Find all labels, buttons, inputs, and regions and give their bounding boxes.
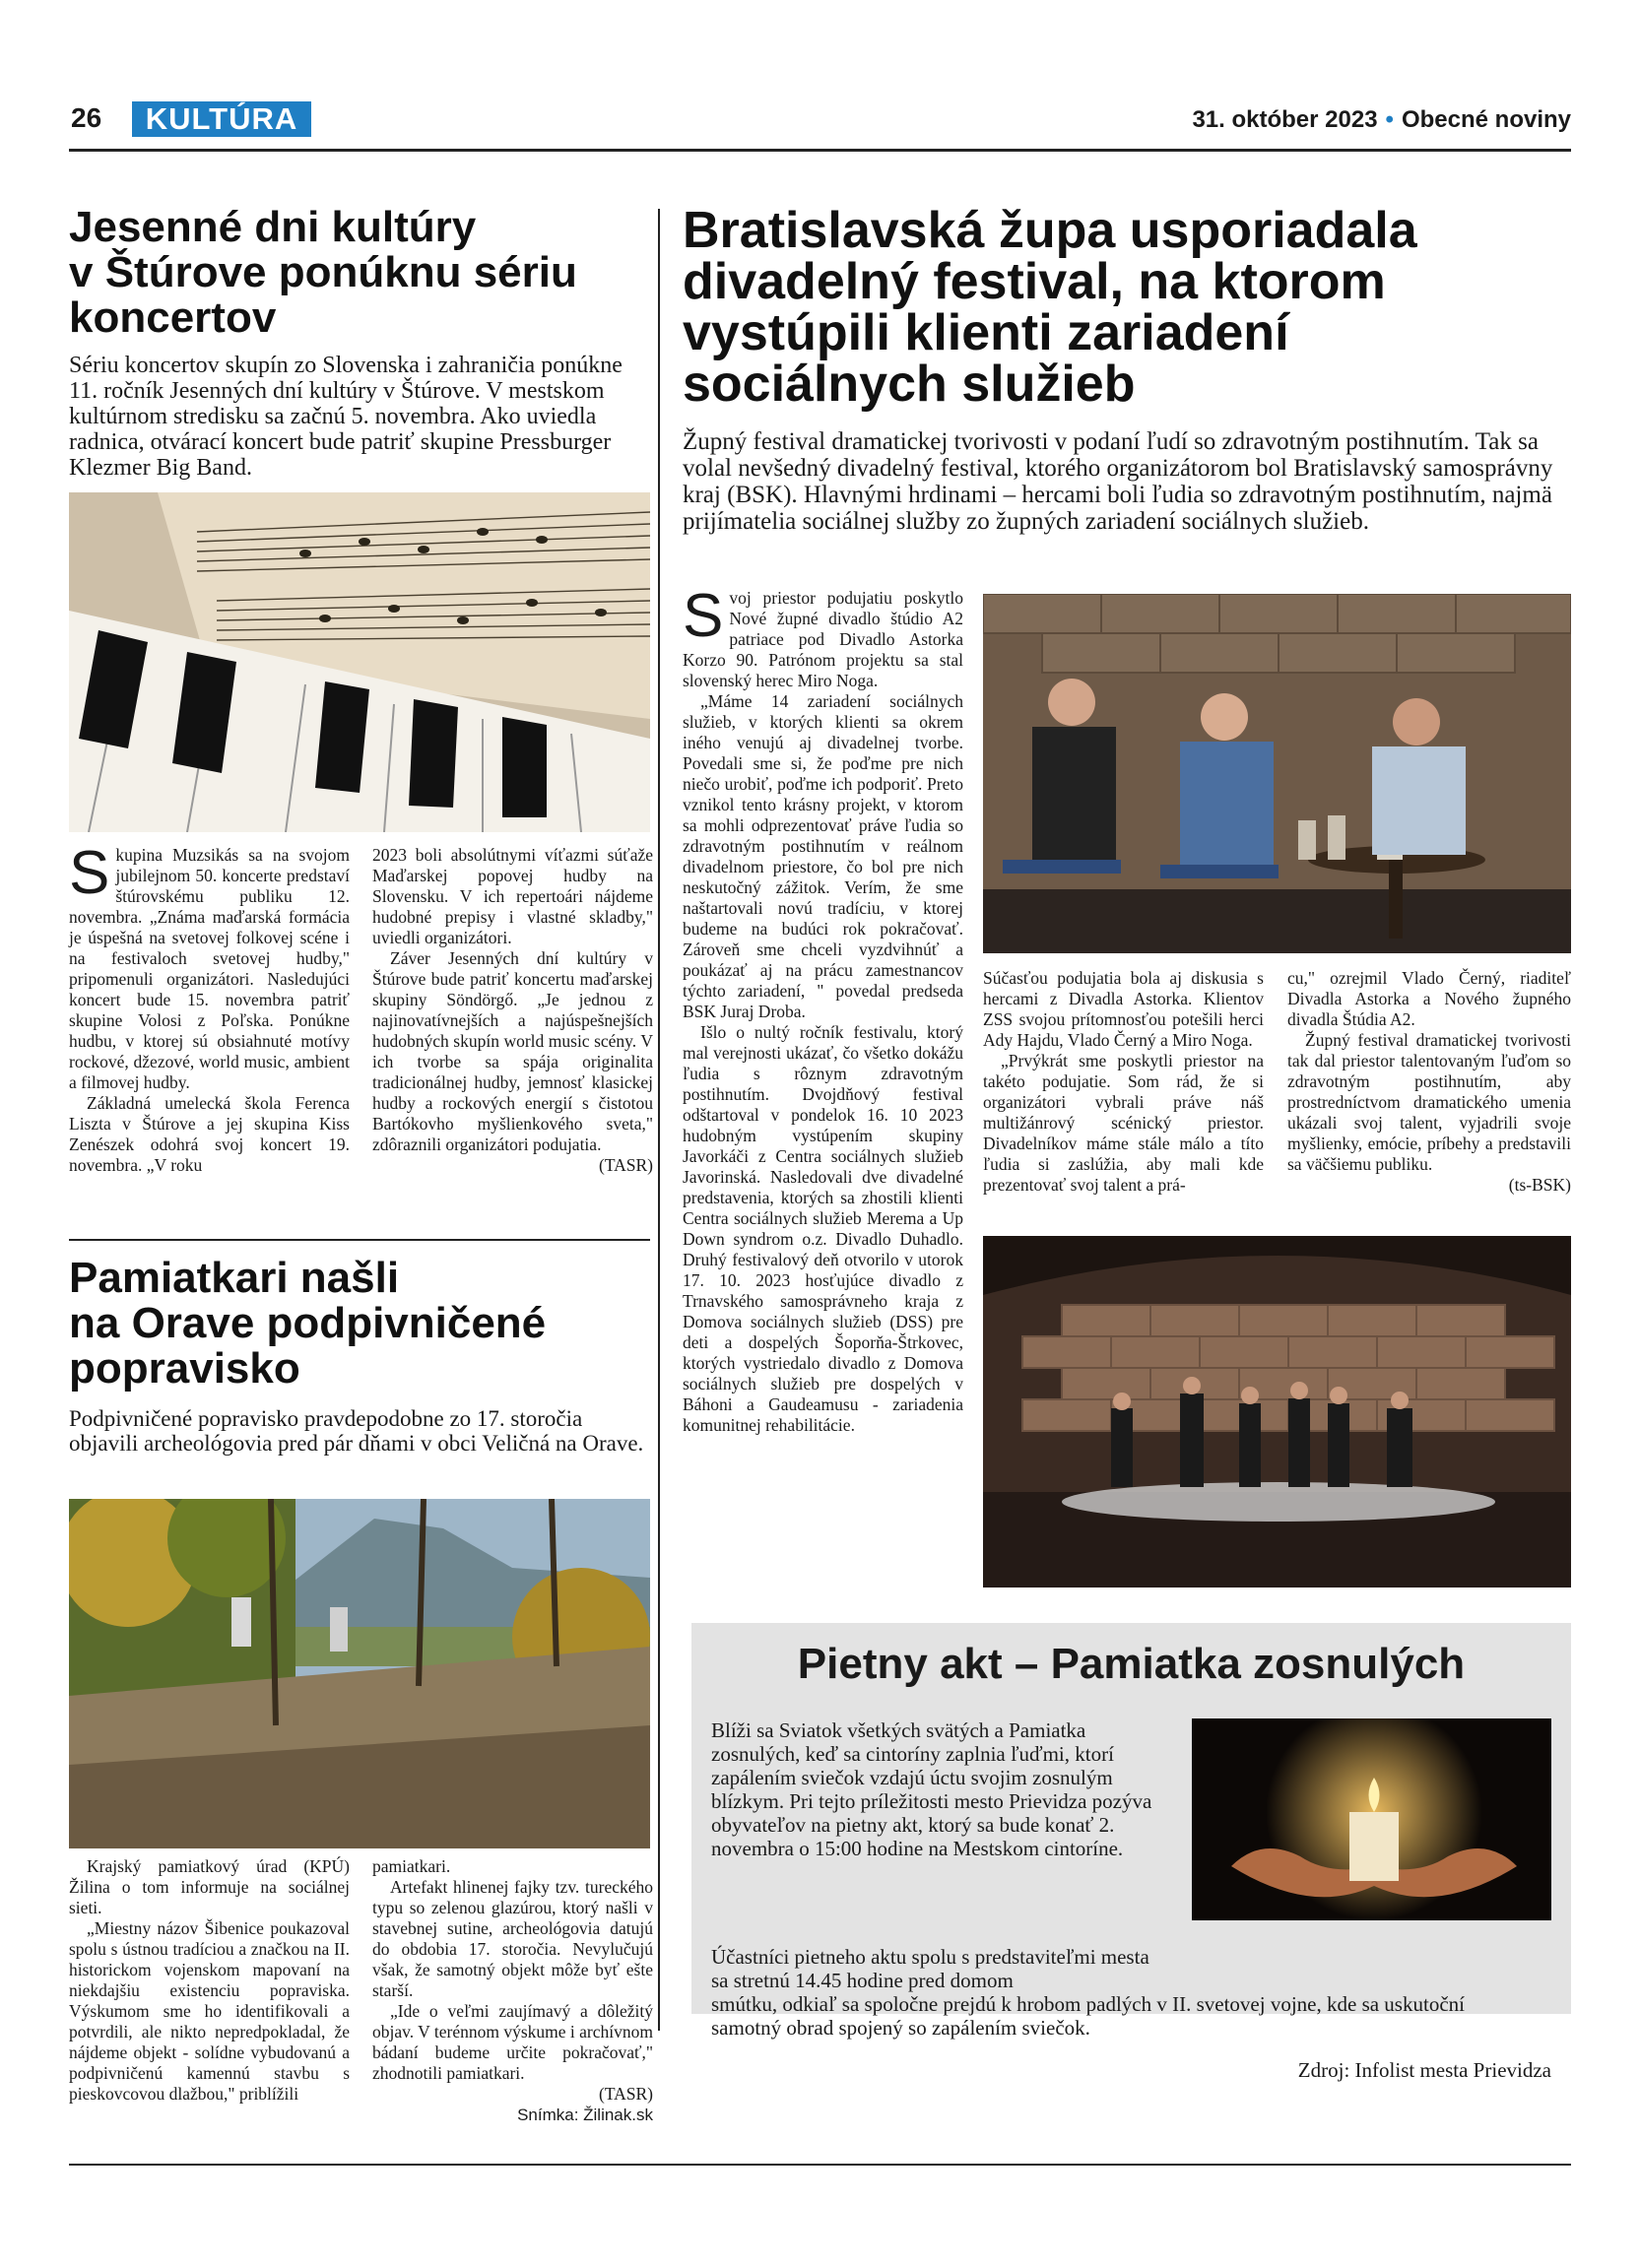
article2-column-2	[372, 1856, 653, 2125]
title-line: v Štúrove ponúknu sériu	[69, 248, 577, 296]
dropcap: S	[683, 582, 724, 650]
article1-title	[69, 205, 650, 341]
article3-source: (ts-BSK)	[1508, 1175, 1571, 1195]
article2-column-1	[69, 1856, 350, 2105]
article2-source: (TASR)	[599, 2084, 653, 2104]
title-line: koncertov	[69, 293, 277, 342]
box-paragraph-1: Blíži sa Sviatok všetkých svätých a Pamiatka zosnulých, keď sa cintoríny zaplnia ľuďmi, ktorí zapálením sviečok vzdajú úctu svojim zosnulým blízkym. Pri tejto príležitosti mesto Prievidza pozýva obyvateľov na pietny akt, ktorý sa bude konať 2. novembra o 15:00 hodine na Mestskom cintoríne.	[711, 1718, 1152, 1860]
paragraph: cu," ozrejmil Vlado Černý, riaditeľ Divadla Astorka a Nového župného divadla Štúdia A2.	[1287, 968, 1571, 1029]
stage-performance-image	[983, 1236, 1571, 1588]
paragraph: Záver Jesenných dní kultúry v Štúrove bude patriť koncertu maďarskej skupiny Söndörgő. „Je jednou z najinovatívnejších a najúspešnejších hudobných skupín world music scény. V ich tvorbe sa spája originalita tradicionálnej hudby, jemnosť klasickej hudby a rockových energií s čistotou Bartókovho myšlienkového sveta," zdôraznili organizátori podujatia.	[372, 948, 653, 1154]
separator: •	[1385, 106, 1394, 133]
paragraph: „Máme 14 zariadení sociálnych služieb, v ktorých klienti sa okrem iného venujú aj divadelnej tvorbe. Povedali sme si, že poďme pre nich niečo urobiť, poďme ich podporiť. Preto vznikol tento krásny projekt, v ktorom sa mohli odprezentovať práve ľudia so zdravotným postihnutím v reálnom divadelnom priestore, čo bol pre nich neskutočný zážitok. Verím, že sme naštartovali novú tradíciu, v ktorej budeme na budúci rok pokračovať. Zároveň sme chceli vyzdvihnúť a poukázať aj na prácu zamestnancov týchto zariadení, " povedal predseda BSK Juraj Droba.	[683, 691, 963, 1021]
title-line: Pamiatkari našli	[69, 1254, 400, 1302]
dropcap: S	[69, 839, 110, 907]
article1-lead: Sériu koncertov skupín zo Slovenska i zahraničia ponúkne 11. ročník Jesenných dní kultúry v Štúrove. V mestskom kultúrnom stredisku sa začnú 5. novembra. Ako uviedla radnica, otvárací koncert bude patriť skupine Pressburger Klezmer Big Band.	[69, 353, 623, 481]
paragraph: Súčasťou podujatia bola aj diskusia s hercami z Divadla Astorka. Klientov ZSS svojou prítomnosťou potešili herci Ady Hajdu, Vlado Černý a Miro Noga.	[983, 968, 1264, 1050]
footer-rule	[69, 2164, 1571, 2166]
title-line: sociálnych služieb	[683, 356, 1136, 413]
paragraph: voj priestor podujatiu poskytlo Nové župné divadlo štúdio A2 patriace pod Divadlo Astorka Korzo 90. Patrónom projektu sa stal slovenský herec Miro Noga.	[683, 588, 963, 690]
title-line: Bratislavská župa usporiadala	[683, 202, 1417, 259]
title-line: vystúpili klienti zariadení	[683, 304, 1289, 361]
article1-source: (TASR)	[599, 1155, 653, 1175]
article3-lead: Župný festival dramatickej tvorivosti v podaní ľudí so zdravotným postihnutím. Tak sa volal nevšedný divadelný festival, ktorého organizátorom bol Bratislavský samosprávny kraj (BSK). Hlavnými hrdinami – hercami boli ľudia so zdravotným postihnutím, najmä prijímatelia sociálnej služby zo župných zariadení sociálnych služieb.	[683, 428, 1553, 535]
issue-date: 31. október 2023	[1192, 106, 1378, 133]
paragraph: Artefakt hlinenej fajky tzv. tureckého typu so zelenou glazúrou, ktorý našli v stavebnej sutine, archeológovia datujú do obdobia 17. storočia. Nevylučujú však, že samotný objekt môže byť ešte starší.	[372, 1877, 653, 2000]
paper-name: Obecné noviny	[1401, 106, 1571, 133]
box-paragraph-2a: Účastníci pietneho aktu spolu s predstaviteľmi mesta sa stretnú 14.45 hodine pred domom	[711, 1945, 1149, 1992]
panel-discussion-image	[983, 594, 1571, 953]
article1-column-2	[372, 845, 653, 1176]
box-title: Pietny akt – Pamiatka zosnulých	[797, 1640, 1466, 1688]
paragraph: kupina Muzsikás sa na svojom jubilejnom 50. koncerte predstaví štúrovskému publiku 12. novembra. „Známa maďarská formácia je úspešná na svetovej folkovej scéne i na festivaloch svetovej hudby," pripomenuli organizátori. Nasledujúci koncert bude 15. novembra patriť skupine Volosi z Poľska. Ponúkne hudbu, v ktorej sú obsiahnuté motívy rockové, džezové, world music, ambient a filmovej hudby.	[69, 845, 350, 1092]
title-line: divadelný festival, na ktorom	[683, 253, 1386, 310]
excavation-site-image	[69, 1499, 650, 1848]
article-separator	[69, 1239, 650, 1241]
article1-column-1	[69, 839, 350, 1176]
article3-title	[683, 202, 1574, 413]
title-line: Jesenné dni kultúry	[69, 203, 477, 251]
paragraph: Základná umelecká škola Ferenca Liszta v Štúrove a jej skupina Kiss Zenészek odohrá svoj koncert 19. novembra. „V roku	[69, 1093, 350, 1175]
article3-column-3	[1287, 968, 1571, 1196]
paragraph: „Prvýkrát sme poskytli priestor na takéto podujatie. Som rád, že si organizátori vybrali práve náš multižánrový scénický priestor. Divadelníkov máme stále málo a títo ľudia si zaslúžia, aby mali kde prezentovať svoj talent a prá-	[983, 1051, 1264, 1195]
paragraph: „Miestny názov Šibenice poukazoval spolu s ústnou tradíciou a značkou na II. historickom vojenskom mapovaní na niekdajšiu existenciu popraviska. Výskumom sme ho identifikovali a potvrdili, ale nikto nepredpokladal, že nájdeme objekt - solídne vybudovanú a podpivničenú kamennú stavbu s pieskovcovou dlažbou," priblížili	[69, 1918, 350, 2104]
article2-title	[69, 1256, 650, 1392]
column-divider	[658, 209, 660, 2031]
article3-column-2	[983, 968, 1264, 1196]
article2-lead: Podpivničené popravisko pravdepodobne zo 17. storočia objavili archeológovia pred pár dňami v obci Veličná na Orave.	[69, 1406, 644, 1456]
paragraph: Krajský pamiatkový úrad (KPÚ) Žilina o tom informuje na sociálnej sieti.	[69, 1856, 350, 1917]
paragraph: 2023 boli absolútnymi víťazmi súťaže Maďarskej popovej hudby na Slovensku. V ich repertoári nájdeme hudobné prepisy i vlastné skladby," uviedli organizátori.	[372, 845, 653, 947]
paragraph: pamiatkari.	[372, 1856, 451, 1876]
header-rule	[69, 149, 1571, 152]
title-line: na Orave podpivničené	[69, 1299, 547, 1347]
title-line: popravisko	[69, 1344, 300, 1393]
paragraph: Išlo o nultý ročník festivalu, ktorý mal verejnosti ukázať, čo všetko dokážu ľudia s rôznym zdravotným postihnutím. Dvojdňový festival odštartoval v pondelok 16. 10 2023 hudobným vystúpením skupiny Javorkáči z Centra sociálnych služieb Javorinská. Nasledovali dve divadelné predstavenia, ktorých sa zhostili klienti Centra sociálnych služieb Merema a Up Down syndrom o.z. Divadlo Duhadlo. Druhý festivalový deň otvorilo v utorok 17. 10. 2023 hosťujúce divadlo z Trnavského samosprávneho kraja z Domova sociálnych služieb (DSS) pre deti a dospelých Šoporňa-Štrkovec, ktorých vystriedalo divadlo z Domova sociálnych služieb pre dospelých v Báhoni a Gaudeamusu - zariadenia komunitnej rehabilitácie.	[683, 1022, 963, 1435]
candle-hands-image	[1192, 1718, 1551, 1920]
box-source: Zdroj: Infolist mesta Prievidza	[1297, 2058, 1551, 2082]
paragraph: Župný festival dramatickej tvorivosti tak dal priestor talentovaným ľuďom so zdravotným postihnutím, aby prostredníctvom dramatického umenia ukázali svoj talent, vyjadrili svoje myšlienky, emócie, príbehy a predstavili sa väčšiemu publiku.	[1287, 1030, 1571, 1174]
photo-credit: Snímka: Žilinak.sk	[517, 2106, 653, 2124]
article3-column-1	[683, 582, 963, 1436]
paragraph: „Ide o veľmi zaujímavý a dôležitý objav. V terénnom výskume i archívnom bádaní budeme určite pokračovať," zhodnotili pamiatkari.	[372, 2001, 653, 2083]
piano-sheet-music-image	[69, 492, 650, 832]
page-number: 26	[71, 102, 102, 133]
section-tag: KULTÚRA	[132, 101, 311, 137]
box-paragraph-2b: smútku, odkiaľ sa spoločne prejdú k hrobom padlých v II. svetovej vojne, kde sa uskutoční samotný obrad spojený so zapálením sviečok.	[711, 1992, 1465, 2040]
header-dateline	[1192, 106, 1571, 134]
